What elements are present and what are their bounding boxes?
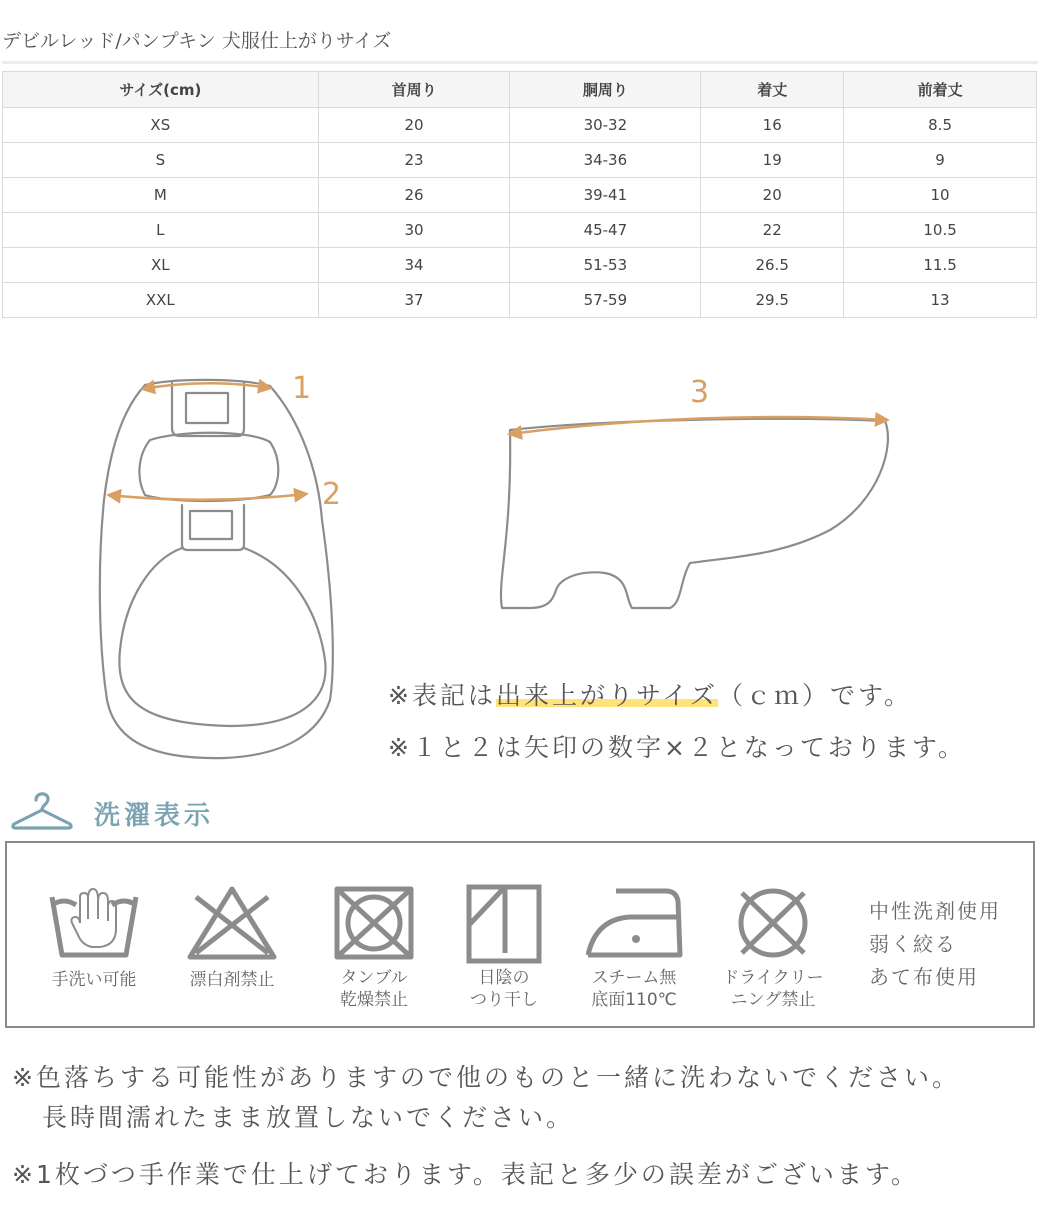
cell-neck: 30 xyxy=(318,213,510,248)
size-table xyxy=(2,71,1037,318)
table-row xyxy=(3,143,1037,178)
cell-front-length: 10.5 xyxy=(844,213,1037,248)
care-label-no-dry-clean-1: ドライクリー xyxy=(722,968,824,988)
note-size xyxy=(388,676,912,712)
care-label-no-tumble-dry-1: タンブル xyxy=(340,968,408,988)
belly-tag xyxy=(190,511,232,539)
table-row xyxy=(3,248,1037,283)
table-row xyxy=(3,283,1037,318)
footer-note-3: ※1枚づつ手作業で仕上げております。表記と多少の誤差がございます。 xyxy=(12,1160,919,1189)
neck-tag xyxy=(186,393,228,423)
header-front-length: 前着丈 xyxy=(844,72,1037,108)
header-neck: 首周り xyxy=(318,72,510,108)
cell-size: XL xyxy=(3,248,319,283)
label-2: 2 xyxy=(322,477,342,512)
cell-front-length: 13 xyxy=(844,283,1037,318)
cell-chest: 45-47 xyxy=(510,213,701,248)
care-label-shade-dry-1: 日陰の xyxy=(478,968,530,988)
care-item-iron xyxy=(579,883,689,1011)
care-label-hand-wash: 手洗い可能 xyxy=(51,970,137,990)
care-label-no-dry-clean-2: ニング禁止 xyxy=(730,990,816,1010)
cell-length: 20 xyxy=(701,178,844,213)
cell-chest: 30-32 xyxy=(510,108,701,143)
cell-length: 29.5 xyxy=(701,283,844,318)
care-label-no-bleach: 漂白剤禁止 xyxy=(189,970,275,990)
care-item-no-bleach xyxy=(177,883,287,991)
cell-front-length: 10 xyxy=(844,178,1037,213)
note-arrows: ※１と２は矢印の数字×２となっております。 xyxy=(388,733,966,762)
cell-size: S xyxy=(3,143,319,178)
no-dry-clean-icon xyxy=(728,883,818,963)
cell-size: L xyxy=(3,213,319,248)
cell-chest: 57-59 xyxy=(510,283,701,318)
cell-neck: 23 xyxy=(318,143,510,178)
hanger-icon xyxy=(10,786,80,834)
table-header-row xyxy=(3,72,1037,108)
cell-length: 19 xyxy=(701,143,844,178)
header-size: サイズ(cm) xyxy=(3,72,319,108)
care-item-hand-wash xyxy=(39,883,149,991)
footer-note-1: ※色落ちする可能性がありますので他のものと一緒に洗わないでください。 xyxy=(12,1063,960,1092)
cell-front-length: 11.5 xyxy=(844,248,1037,283)
shade-drip-dry-icon xyxy=(459,883,549,967)
care-label-shade-dry-2: つり干し xyxy=(470,990,538,1010)
cell-neck: 26 xyxy=(318,178,510,213)
cell-chest: 39-41 xyxy=(510,178,701,213)
cell-size: M xyxy=(3,178,319,213)
care-item-shade-dry xyxy=(449,883,559,1011)
care-label-iron-2: 底面110℃ xyxy=(591,990,677,1010)
cell-chest: 34-36 xyxy=(510,143,701,178)
table-row xyxy=(3,213,1037,248)
care-label-iron-1: スチーム無 xyxy=(591,968,677,988)
side-view-outline xyxy=(501,419,888,608)
care-notes xyxy=(869,895,1001,994)
cell-neck: 20 xyxy=(318,108,510,143)
cell-length: 22 xyxy=(701,213,844,248)
care-note-wring: 弱く絞る xyxy=(869,932,957,956)
note-size-highlight: 出来上がりサイズ xyxy=(495,681,718,710)
cell-neck: 37 xyxy=(318,283,510,318)
header-chest: 胴周り xyxy=(510,72,701,108)
chest-panel xyxy=(139,433,278,501)
arrow-1 xyxy=(143,383,270,389)
cell-neck: 34 xyxy=(318,248,510,283)
iron-low-icon xyxy=(582,883,686,963)
cell-size: XXL xyxy=(3,283,319,318)
care-item-no-dry-clean xyxy=(713,883,833,1011)
note-size-prefix: ※表記は xyxy=(388,681,496,710)
no-bleach-icon xyxy=(182,883,282,963)
header-length: 着丈 xyxy=(701,72,844,108)
care-title: 洗濯表示 xyxy=(94,801,215,831)
cell-front-length: 8.5 xyxy=(844,108,1037,143)
cell-length: 16 xyxy=(701,108,844,143)
care-note-cloth: あて布使用 xyxy=(869,965,979,989)
care-label-box xyxy=(5,841,1035,1028)
footer-note-2: 長時間濡れたまま放置しないでください。 xyxy=(42,1103,575,1132)
label-3: 3 xyxy=(690,375,710,410)
table-row xyxy=(3,178,1037,213)
page-title: デビルレッド/パンプキン 犬服仕上がりサイズ xyxy=(2,26,1038,64)
care-note-detergent: 中性洗剤使用 xyxy=(869,899,1001,923)
neck-tab xyxy=(172,383,244,436)
belly-panel xyxy=(119,548,325,726)
hand-wash-icon xyxy=(46,883,142,963)
label-1: 1 xyxy=(292,371,312,406)
care-item-no-tumble-dry xyxy=(319,883,429,1011)
care-label-no-tumble-dry-2: 乾燥禁止 xyxy=(340,990,408,1010)
cell-chest: 51-53 xyxy=(510,248,701,283)
cell-length: 26.5 xyxy=(701,248,844,283)
arrow-2 xyxy=(109,494,306,500)
cell-size: XS xyxy=(3,108,319,143)
note-size-suffix: （ｃｍ）です。 xyxy=(717,681,912,710)
table-row xyxy=(3,108,1037,143)
no-tumble-dry-icon xyxy=(329,883,419,963)
cell-front-length: 9 xyxy=(844,143,1037,178)
